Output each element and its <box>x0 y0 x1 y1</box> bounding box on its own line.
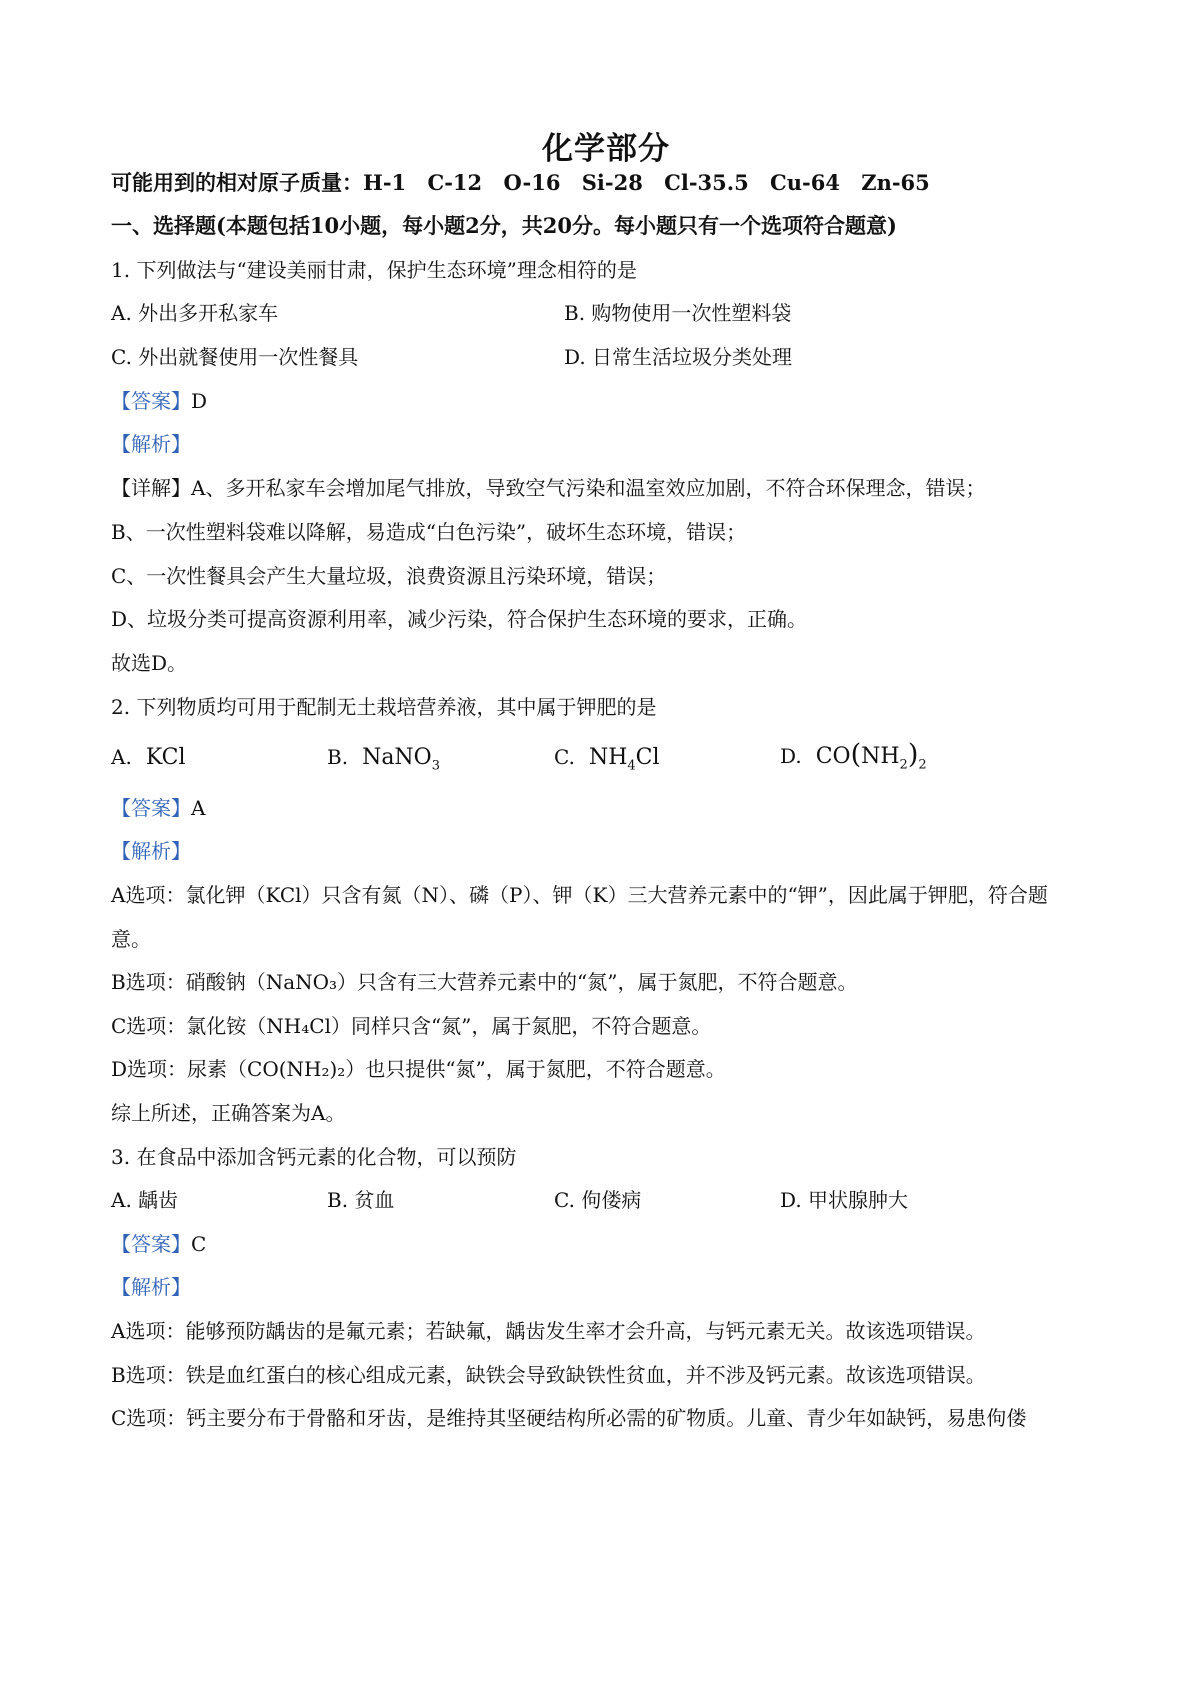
q1-detail-line: B、一次性塑料袋难以降解，易造成“白色污染”，破坏生态环境，错误； <box>111 520 747 544</box>
formula-urea: $CO(NH_2)_2$ <box>815 739 927 773</box>
q3-answer <box>111 1231 206 1257</box>
q1-detail-line: C、一次性餐具会产生大量垃圾，浪费资源且污染环境，错误； <box>111 564 667 588</box>
q1-option-b: B. 购物使用一次性塑料袋 <box>564 301 792 325</box>
q3-analysis-tag: 【解析】 <box>111 1275 191 1299</box>
q2-analysis-line: 意。 <box>111 927 151 951</box>
detail-tag: 【详解】 <box>111 476 191 500</box>
q2-analysis-line: D选项：尿素（CO(NH₂)₂）也只提供“氮”，属于氮肥，不符合题意。 <box>111 1057 726 1081</box>
q2-answer <box>111 795 205 821</box>
q2-option-a <box>111 744 186 771</box>
option-label: B. <box>327 745 349 769</box>
q1-answer <box>111 388 207 414</box>
q2-answer-value: A <box>191 796 206 820</box>
q1-answer-value: D <box>191 389 208 413</box>
q1-detail-text: A、多开私家车会增加尾气排放，导致空气污染和温室效应加剧，不符合环保理念，错误； <box>191 476 986 500</box>
document-page <box>111 0 1101 1697</box>
q2-analysis-tag: 【解析】 <box>111 839 191 863</box>
q3-option-a: A. 龋齿 <box>111 1188 179 1212</box>
q1-detail-line: D、垃圾分类可提高资源利用率，减少污染，符合保护生态环境的要求，正确。 <box>111 607 808 631</box>
formula-nh4cl: $NH_4Cl$ <box>588 745 660 774</box>
q3-stem: 3. 在食品中添加含钙元素的化合物，可以预防 <box>111 1145 517 1169</box>
q2-option-b <box>327 744 440 779</box>
option-label: A. <box>111 745 132 769</box>
q1-option-d: D. 日常生活垃圾分类处理 <box>564 345 793 369</box>
q1-conclusion: 故选D。 <box>111 651 188 675</box>
formula-nano3: NaNO$_3$ <box>362 745 440 774</box>
q3-answer-value: C <box>191 1232 207 1256</box>
q2-conclusion: 综上所述，正确答案为A。 <box>111 1101 346 1125</box>
q1-detail-line <box>111 475 985 501</box>
q1-option-a: A. 外出多开私家车 <box>111 301 279 325</box>
answer-tag: 【答案】 <box>111 796 191 820</box>
answer-tag: 【答案】 <box>111 389 191 413</box>
q2-analysis-line: A选项：氯化钾（KCl）只含有氮（N）、磷（P）、钾（K）三大营养元素中的“钾”，因此属于钾肥，符合题 <box>111 883 1048 907</box>
q3-option-d: D. 甲状腺肿大 <box>780 1188 909 1212</box>
q2-analysis-line: B选项：硝酸钠（NaNO₃）只含有三大营养元素中的“氮”，属于氮肥，不符合题意。 <box>111 970 858 994</box>
q2-option-d <box>780 739 927 778</box>
q3-analysis-line: A选项：能够预防龋齿的是氟元素；若缺氟，龋齿发生率才会升高，与钙元素无关。故该选项错误。 <box>111 1319 986 1343</box>
option-label: C. <box>554 745 575 769</box>
section-header: 一、选择题(本题包括10小题，每小题2分，共20分。每小题只有一个选项符合题意) <box>111 213 897 238</box>
page-title: 化学部分 <box>542 131 670 167</box>
option-label: D. <box>780 744 802 768</box>
q2-analysis-line: C选项：氯化铵（NH₄Cl）同样只含“氮”，属于氮肥，不符合题意。 <box>111 1014 712 1038</box>
q3-option-c: C. 佝偻病 <box>554 1188 642 1212</box>
q3-option-b: B. 贫血 <box>327 1188 395 1212</box>
atomic-masses: 可能用到的相对原子质量：H-1 C-12 O-16 Si-28 Cl-35.5 Cu-64 Zn-65 <box>111 170 930 195</box>
formula-kcl: KCl <box>145 745 186 770</box>
q1-analysis-tag: 【解析】 <box>111 432 191 456</box>
q1-option-c: C. 外出就餐使用一次性餐具 <box>111 345 359 369</box>
q2-option-c <box>554 744 660 779</box>
answer-tag: 【答案】 <box>111 1232 191 1256</box>
q3-analysis-line: B选项：铁是血红蛋白的核心组成元素，缺铁会导致缺铁性贫血，并不涉及钙元素。故该选项错误。 <box>111 1363 986 1387</box>
q1-stem: 1. 下列做法与“建设美丽甘肃，保护生态环境”理念相符的是 <box>111 258 637 282</box>
q2-stem: 2. 下列物质均可用于配制无土栽培营养液，其中属于钾肥的是 <box>111 695 657 719</box>
q3-analysis-line: C选项：钙主要分布于骨骼和牙齿，是维持其坚硬结构所必需的矿物质。儿童、青少年如缺钙，易患佝偻 <box>111 1406 1027 1430</box>
